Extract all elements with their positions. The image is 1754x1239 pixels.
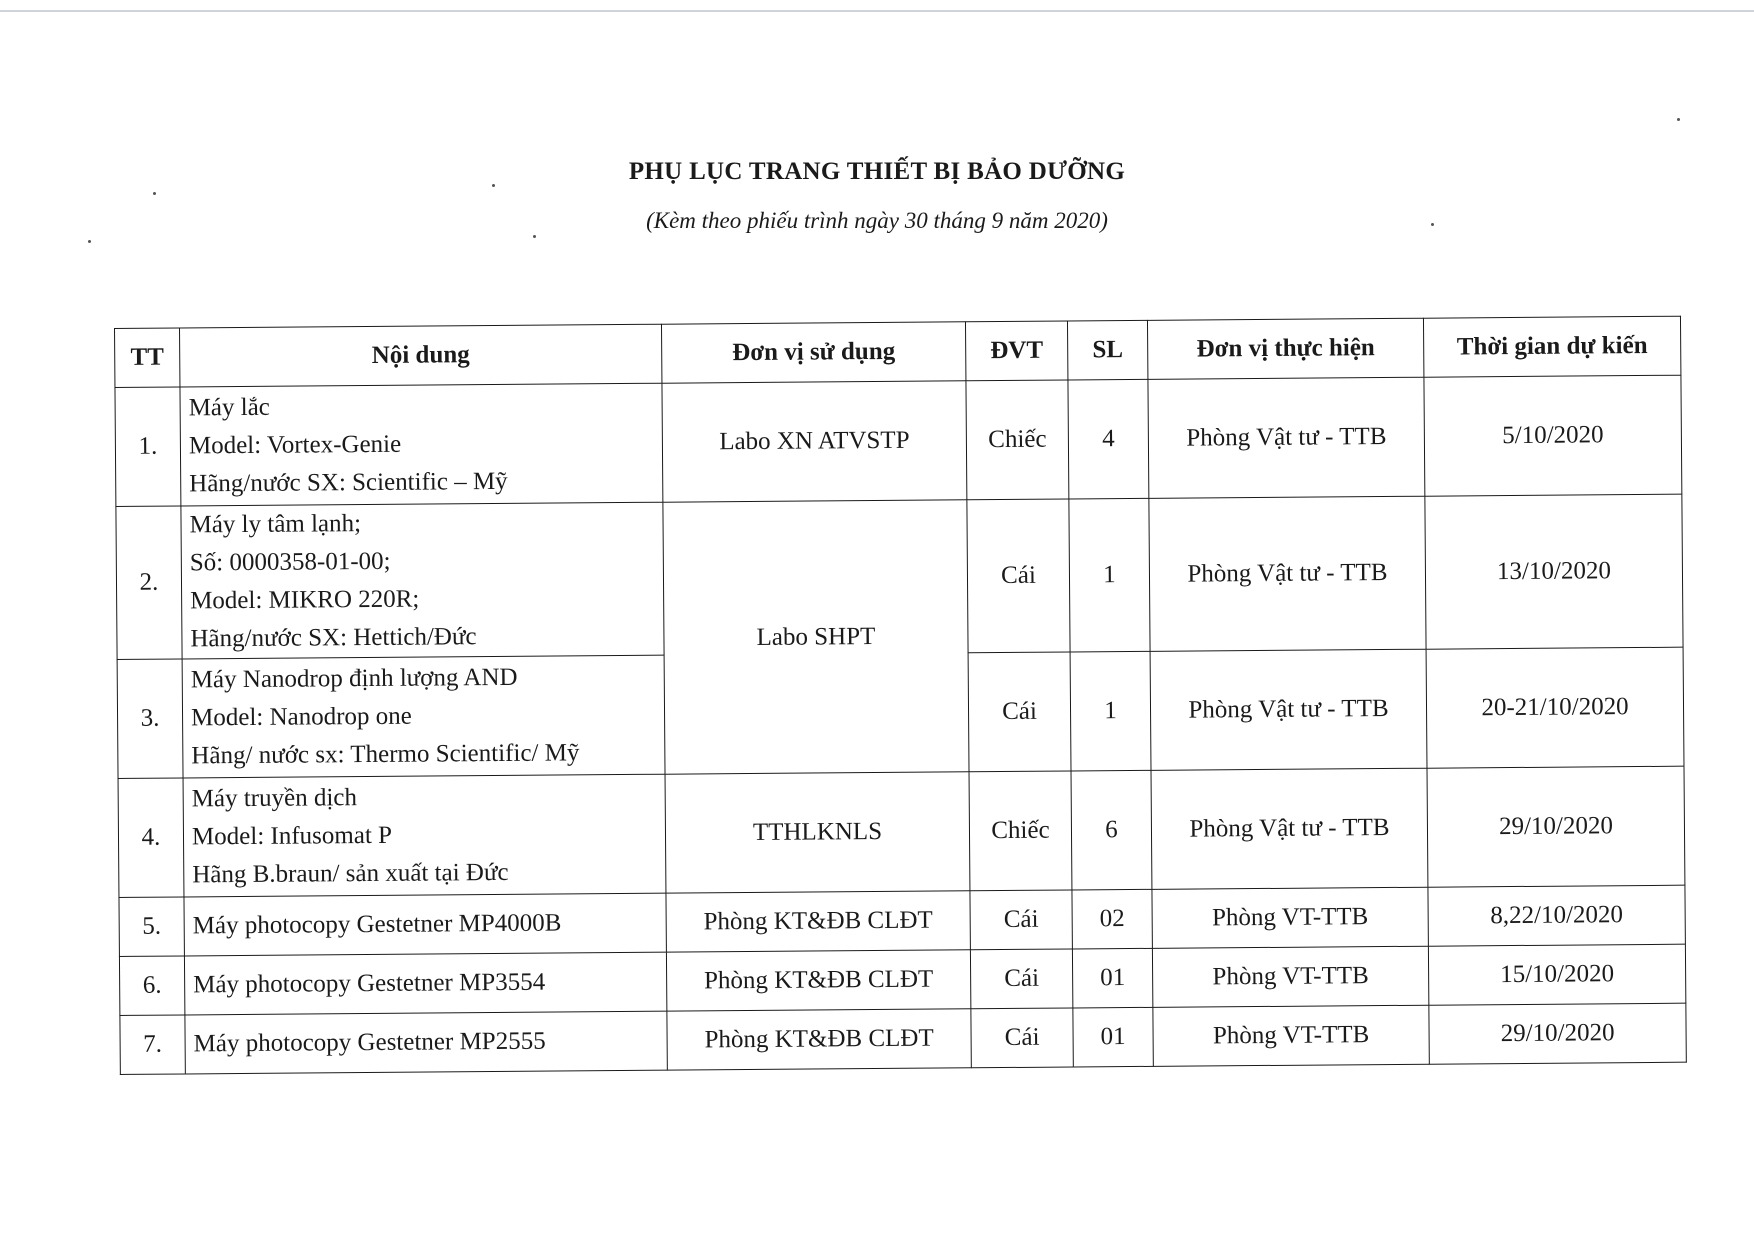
- cell-tt: 6.: [119, 956, 184, 1016]
- cell-schedule: 5/10/2020: [1424, 375, 1682, 496]
- content-line: Model: Nanodrop one: [190, 702, 412, 732]
- content-line: Model: Infusomat P: [191, 821, 393, 851]
- cell-uom: Cái: [970, 949, 1072, 1009]
- content-line: Máy Nanodrop định lượng AND: [190, 663, 518, 694]
- cell-content: [184, 952, 666, 1015]
- cell-executor: Phòng Vật tư - TTB: [1148, 377, 1425, 498]
- cell-tt: 7.: [120, 1015, 185, 1075]
- scan-speck: [88, 240, 91, 243]
- cell-qty: 02: [1072, 889, 1152, 949]
- cell-schedule: 29/10/2020: [1427, 766, 1685, 887]
- cell-uom: Cái: [971, 1008, 1073, 1068]
- cell-executor: Phòng Vật tư - TTB: [1150, 649, 1427, 770]
- header-qty: SL: [1067, 320, 1147, 380]
- cell-content: [185, 1011, 667, 1074]
- content-line: Máy ly tâm lạnh;: [189, 510, 362, 539]
- cell-content: [180, 383, 663, 506]
- content-line: Hãng/nước SX: Scientific – Mỹ: [189, 467, 508, 498]
- content-line: Model: MIKRO 220R;: [190, 585, 420, 615]
- cell-content: [182, 655, 665, 778]
- header-executor: Đơn vị thực hiện: [1147, 318, 1423, 379]
- cell-uom: Cái: [970, 890, 1072, 950]
- table-row: [118, 766, 1685, 897]
- cell-executor: Phòng Vật tư - TTB: [1149, 496, 1426, 651]
- cell-tt: 3.: [117, 659, 183, 779]
- cell-qty: 4: [1068, 379, 1149, 499]
- cell-content: [184, 893, 666, 956]
- table-row: [120, 1003, 1686, 1074]
- cell-schedule: 20-21/10/2020: [1426, 647, 1684, 768]
- content-line: Máy lắc: [188, 393, 270, 422]
- cell-content: [181, 502, 664, 659]
- content-line: Hãng/nước SX: Hettich/Đức: [190, 623, 477, 653]
- cell-tt: 2.: [116, 506, 182, 660]
- cell-qty: 01: [1072, 948, 1152, 1008]
- header-tt: TT: [115, 328, 180, 388]
- cell-unit-using: Phòng KT&ĐB CLĐT: [667, 1009, 971, 1070]
- header-schedule: Thời gian dự kiến: [1423, 316, 1680, 377]
- cell-tt: 5.: [119, 897, 184, 957]
- scan-speck: [1677, 118, 1680, 121]
- cell-schedule: 15/10/2020: [1428, 944, 1685, 1005]
- cell-unit-using: Labo XN ATVSTP: [662, 381, 967, 502]
- cell-tt: 4.: [118, 778, 184, 898]
- cell-schedule: 13/10/2020: [1425, 494, 1683, 649]
- document-subtitle: (Kèm theo phiếu trình ngày 30 tháng 9 năm 2020): [646, 208, 1108, 233]
- content-line: Máy photocopy Gestetner MP2555: [193, 1027, 546, 1058]
- cell-uom: Cái: [968, 652, 1071, 772]
- header-unit-using: Đơn vị sử dụng: [661, 322, 965, 383]
- content-line: Hãng/ nước sx: Thermo Scientific/ Mỹ: [191, 739, 580, 770]
- content-line: Số: 0000358-01-00;: [189, 547, 391, 577]
- content-line: Máy photocopy Gestetner MP4000B: [192, 909, 562, 940]
- equipment-maintenance-table: [114, 316, 1687, 1075]
- cell-executor: Phòng VT-TTB: [1152, 887, 1428, 948]
- table-row: [115, 375, 1682, 506]
- content-line: Máy truyền dịch: [191, 784, 358, 813]
- cell-uom: Chiếc: [966, 380, 1069, 500]
- header-uom: ĐVT: [965, 321, 1067, 381]
- document-title: PHỤ LỤC TRANG THIẾT BỊ BẢO DƯỠNG: [628, 158, 1126, 185]
- content-line: Máy photocopy Gestetner MP3554: [193, 968, 546, 999]
- cell-executor: Phòng VT-TTB: [1152, 946, 1428, 1007]
- cell-unit-using: Phòng KT&ĐB CLĐT: [666, 891, 970, 952]
- cell-qty: 1: [1070, 651, 1151, 771]
- cell-qty: 01: [1073, 1007, 1153, 1067]
- cell-schedule: 29/10/2020: [1429, 1003, 1686, 1064]
- cell-executor: Phòng Vật tư - TTB: [1151, 768, 1428, 889]
- scan-edge-line: [0, 10, 1754, 12]
- cell-unit-using: Phòng KT&ĐB CLĐT: [666, 950, 970, 1011]
- scan-speck: [153, 192, 156, 195]
- table-row: [116, 494, 1683, 659]
- scan-speck: [533, 235, 536, 238]
- cell-qty: 6: [1071, 770, 1152, 890]
- cell-tt: 1.: [115, 387, 181, 507]
- header-content: Nội dung: [180, 324, 662, 387]
- content-line: Hãng B.braun/ sản xuất tại Đức: [192, 858, 509, 889]
- cell-executor: Phòng VT-TTB: [1153, 1005, 1429, 1066]
- cell-uom: Cái: [967, 499, 1070, 653]
- content-line: Model: Vortex-Genie: [188, 430, 402, 460]
- cell-schedule: 8,22/10/2020: [1428, 885, 1685, 946]
- cell-uom: Chiếc: [969, 771, 1072, 891]
- cell-content: [183, 774, 666, 897]
- cell-unit-using-merged: Labo SHPT: [663, 500, 969, 774]
- cell-qty: 1: [1069, 498, 1150, 652]
- cell-unit-using: TTHLKNLS: [665, 772, 970, 893]
